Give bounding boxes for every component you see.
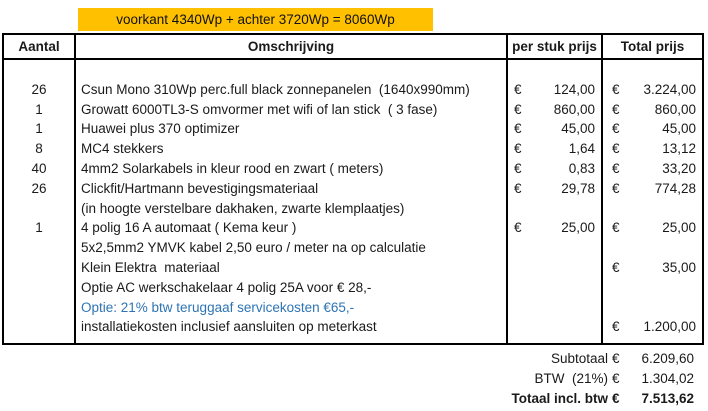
euro-symbol: € [612, 121, 620, 137]
unit-price-cell-blank [508, 60, 601, 80]
total-price-cell [603, 298, 702, 318]
desc-cell-blank [76, 60, 506, 80]
total-price-cell [603, 80, 702, 100]
table-body [4, 60, 702, 343]
qty-cell: 1 [35, 220, 43, 236]
qty-cell: 26 [31, 81, 47, 97]
unit-price-cell [508, 119, 601, 139]
qty-cell [4, 199, 74, 219]
desc-cell: Klein Elektra materiaal [81, 259, 220, 275]
total-price-amount: 3.224,00 [643, 81, 696, 97]
euro-symbol: € [612, 319, 620, 335]
desc-cell: Growatt 6000TL3-S omvormer met wifi of lan stick ( 3 fase) [81, 101, 438, 117]
desc-cell: 5x2,5mm2 YMVK kabel 2,50 euro / meter na op calculatie [81, 240, 426, 256]
euro-symbol: € [612, 160, 620, 176]
header-aantal: Aantal [4, 35, 76, 58]
btw-label: BTW (21%) [534, 371, 608, 386]
unit-price-amount: 45,00 [561, 121, 595, 137]
column-total-prijs [603, 60, 702, 343]
unit-price-amount: 25,00 [561, 220, 595, 236]
desc-cell: 4mm2 Solarkabels in kleur rood en zwart ( meters) [81, 160, 384, 176]
unit-price-cell [508, 159, 601, 179]
qty-cell: 8 [35, 141, 43, 157]
unit-price-cell [508, 238, 601, 258]
euro-symbol: € [612, 220, 620, 236]
euro-symbol: € [612, 259, 620, 275]
total-price-cell [603, 100, 702, 120]
table-header-row [4, 35, 702, 60]
euro-symbol: € [514, 81, 522, 97]
btw-row [2, 369, 694, 389]
euro-symbol: € [514, 220, 522, 236]
subtotal-label: Subtotaal [550, 351, 608, 366]
euro-symbol: € [612, 391, 620, 406]
qty-cell [4, 298, 74, 318]
unit-price-cell [508, 139, 601, 159]
quote-table [2, 33, 704, 345]
qty-cell [4, 278, 74, 298]
qty-cell [4, 238, 74, 258]
euro-symbol: € [514, 160, 522, 176]
btw-amount: 1.304,02 [641, 371, 694, 386]
subtotal-row [2, 349, 694, 369]
euro-symbol: € [612, 141, 620, 157]
unit-price-cell [508, 199, 601, 219]
column-omschrijving [76, 60, 508, 343]
unit-price-amount: 124,00 [553, 81, 595, 97]
total-price-cell [603, 139, 702, 159]
qty-cell [4, 258, 74, 278]
header-per-stuk-prijs: per stuk prijs [508, 35, 603, 58]
desc-cell: (in hoogte verstelbare dakhaken, zwarte klemplaatjes) [81, 200, 405, 216]
total-price-cell [603, 159, 702, 179]
desc-cell: Huawei plus 370 optimizer [81, 121, 240, 137]
total-price-cell [603, 119, 702, 139]
qty-cell-blank [4, 60, 74, 80]
total-price-amount: 13,12 [662, 141, 696, 157]
grand-total-row [2, 389, 694, 409]
unit-price-amount: 29,78 [561, 180, 595, 196]
total-price-cell [603, 278, 702, 298]
unit-price-amount: 0,83 [568, 160, 595, 176]
desc-cell: MC4 stekkers [81, 141, 164, 157]
euro-symbol: € [612, 180, 620, 196]
total-price-amount: 35,00 [662, 259, 696, 275]
desc-cell: Clickfit/Hartmann bevestigingsmateriaal [81, 180, 319, 196]
total-price-amount: 1.200,00 [643, 319, 696, 335]
total-price-cell [603, 218, 702, 238]
euro-symbol: € [612, 81, 620, 97]
unit-price-cell [508, 258, 601, 278]
euro-symbol: € [514, 180, 522, 196]
desc-cell: installatiekosten inclusief aansluiten op meterkast [81, 319, 377, 335]
subtotal-amount: 6.209,60 [641, 351, 694, 366]
header-total-prijs: Total prijs [620, 39, 685, 54]
total-price-amount: 774,28 [654, 180, 696, 196]
total-price-cell [603, 179, 702, 199]
total-price-amount: 860,00 [654, 101, 696, 117]
grand-total-label: Totaal incl. btw [511, 391, 608, 406]
unit-price-cell [508, 80, 601, 100]
unit-price-cell [508, 278, 601, 298]
totals-section [2, 349, 694, 409]
qty-cell: 26 [31, 180, 47, 196]
qty-cell: 1 [35, 101, 43, 117]
euro-symbol: € [612, 101, 620, 117]
unit-price-amount: 860,00 [553, 101, 595, 117]
desc-cell: Csun Mono 310Wp perc.full black zonnepanelen (1640x990mm) [81, 81, 470, 97]
column-per-stuk-prijs [508, 60, 603, 343]
desc-cell: 4 polig 16 A automaat ( Kema keur ) [81, 220, 297, 236]
column-aantal [4, 60, 76, 343]
unit-price-amount: 1,64 [568, 141, 595, 157]
euro-symbol: € [612, 371, 620, 386]
qty-cell [4, 317, 74, 337]
total-price-amount: 25,00 [662, 220, 696, 236]
grand-total-amount: 7.513,62 [641, 391, 694, 406]
unit-price-cell [508, 298, 601, 318]
unit-price-cell [508, 218, 601, 238]
euro-symbol: € [514, 121, 522, 137]
euro-symbol: € [612, 351, 620, 366]
qty-cell: 1 [35, 121, 43, 137]
header-omschrijving: Omschrijving [76, 35, 508, 58]
qty-cell: 40 [31, 160, 47, 176]
total-price-amount: 33,20 [662, 160, 696, 176]
euro-symbol: € [514, 141, 522, 157]
total-price-cell-blank [603, 60, 702, 80]
euro-symbol: € [514, 101, 522, 117]
total-price-amount: 45,00 [662, 121, 696, 137]
desc-cell-optie-blue: Optie: 21% btw teruggaaf servicekosten €65,- [81, 299, 355, 315]
unit-price-cell [508, 179, 601, 199]
total-price-cell [603, 199, 702, 219]
total-price-cell [603, 258, 702, 278]
unit-price-cell [508, 100, 601, 120]
system-size-banner: voorkant 4340Wp + achter 3720Wp = 8060Wp [78, 8, 433, 31]
unit-price-cell [508, 317, 601, 337]
desc-cell: Optie AC werkschakelaar 4 polig 25A voor € 28,- [81, 279, 372, 295]
total-price-cell [603, 238, 702, 258]
total-price-cell [603, 317, 702, 337]
